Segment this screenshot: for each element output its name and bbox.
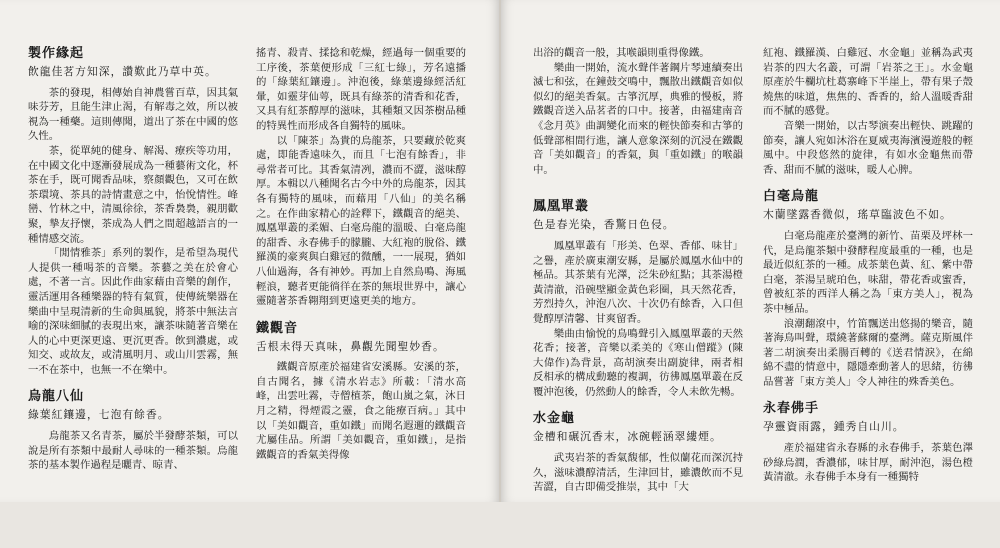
column-3 <box>533 46 743 548</box>
paragraph: 「閒情雅茶」系列的製作，是希望為現代人提供一種喝茶的音樂。茶藝之美在於會心處，不著一言。因此作曲家藉由音樂的創作，靈活運用各種樂器的特有氣質，使傳統樂器在樂曲中呈現清新的生命與風貌，將茶中無法言喻的深味細膩的表現出來，讓茶味隨著音樂在人的心中更深更遠、更沉更香。飲到濃處，或知交、或故友，或清風明月、或山川雲霧，無一不在茶中，也無一不在樂中。 <box>28 247 238 376</box>
section-subtitle: 孕靈資雨露，鍾秀自山川。 <box>763 420 905 434</box>
paragraph: 出浴的觀音一般，其喉韻則重得像鐵。 <box>533 47 710 59</box>
section-title: 鐵觀音 <box>256 320 299 336</box>
section-title: 鳳凰單叢 <box>533 199 590 215</box>
paragraph: 茶的發現，相傳始自神農嘗百草，因其氣味芬芳，且能生津止渴，有解毒之效，所以被視為一種藥。這則傳聞，道出了茶在中國的悠久性。 <box>28 86 238 143</box>
paragraph: 樂曲由愉悅的鳥鳴聲引入鳳凰單叢的天然花香；接著，音樂以柔美的《寒山僧蹤》(陳大偉作)為背景，高胡演奏出副旋律，兩者相反相承的構成動聽的複調，彷彿鳳凰單叢在反覆沖泡後，仍然動人的餘香，令人未飲先暢。 <box>533 327 743 398</box>
column-1 <box>28 46 238 548</box>
section-title: 烏龍八仙 <box>28 389 85 405</box>
paragraph: 浪潮翻滾中，竹笛飄送出悠揚的樂音，隨著海鳥叫聲，環繞著蘇爾的臺灣。薩克斯風伴著二胡演奏出柔腸百轉的《送君情淚》，在綿綿不盡的情意中，隱隱牽動著人的思緒，彷彿品嘗著「東方美人」令人神往的殊香美色。 <box>763 317 973 388</box>
section-subtitle: 金槽和碾沉香末，冰碗輕涵翠縷煙。 <box>533 430 722 444</box>
paragraph: 武夷岩茶的香氣馥郁，性似蘭花而深沉持久，滋味濃醇清活，生津回甘，雖濃飲而不見苦澀，自古即備受推崇，其中「大 <box>533 452 743 494</box>
paragraph: 白毫烏龍產於臺灣的新竹、苗栗及坪林一代，是烏龍茶類中發酵程度最重的一種，也是最近似紅茶的一種。成茶葉色黃、紅、紫中帶白毫，茶湯呈琥珀色，味甜，帶花香或蜜香，曾被紅茶的西洋人稱之為「東方美人」，視為茶中極品。 <box>763 229 973 315</box>
paragraph: 鐵觀音原產於福建省安溪縣。安溪的茶，自古聞名，據《清水岩志》所載：「清水高峰，出雲吐霧，寺僧植茶，飽山嵐之氣，沐日月之精，得煙霞之靈，食之能療百病。」其中以「美如觀音，重如鐵」而聞名遐邇的鐵觀音尤屬佳品。所謂「美如觀音，重如鐵」，是指鐵觀音的香氣美得像 <box>256 361 466 461</box>
section-title: 永春佛手 <box>763 401 820 417</box>
section-subtitle: 舌根未得天真味，鼻觀先聞聖妙香。 <box>256 339 445 353</box>
section-subtitle: 綠葉紅鑲邊，七泡有餘香。 <box>28 408 170 422</box>
paragraph: 紅袍、鐵羅漢、白雞冠、水金龜」並稱為武夷岩茶的四大名叢，可謂「岩茶之王」。水金龜原產於牛欄坑杜葛寨峰下半崖上，帶有果子殼燒焦的味道，焦焦的、香香的，給人溫暖香甜而不膩的感覺。 <box>763 47 973 118</box>
section-subtitle: 飲龍佳茗方知深，讚歎此乃草中英。 <box>28 65 217 78</box>
paragraph: 產於福建省永春縣的永春佛手，茶葉色澤砂綠烏潤，香濃郁，味甘厚，耐沖泡，湯色橙黃清澈。永春佛手本身有一種獨特 <box>763 442 973 484</box>
paragraph: 以「陳茶」為貴的烏龍茶，只要藏於乾爽處，即能香遠味久，而且「七泡有餘香」，非尋常者可比。其香氣清冽，濃而不澀，滋味醇厚。本輯以八種聞名古今中外的烏龍茶，因其各有獨特的風味，而藉用「八仙」的美名稱之。在作曲家精心的詮釋下，鐵觀音的絕美、鳳凰單叢的柔媚、白毫烏龍的溫暖、白毫烏龍的甜香、永春佛手的朦朧、大紅袍的脫俗、鐵羅漢的豪爽與白雞冠的微醺，一一展現，猶如八仙過海，各有神妙。再加上自然鳥鳴、海風輕浪，聽者更能徜徉在茶的無垠世界中，讓心靈隨著茶香翱翔到更遠更美的地方。 <box>256 134 466 308</box>
section-subtitle: 色是春光染，香驚日色侵。 <box>533 218 675 232</box>
section-title: 水金龜 <box>533 411 576 427</box>
section-subtitle: 木蘭墜露香微似，瑤草臨波色不如。 <box>763 208 952 222</box>
paragraph: 樂曲一開始，流水聲伴著鋼片琴連續奏出滅七和弦，在鐘鼓交鳴中，飄散出鐵觀音如似似幻的絕美香氣。古箏沉厚，典雅的慢板，將鐵觀音送入品茗者的口中。接著，由福建南音《念月英》曲調變化而來的輕快節奏和古箏的低聲部相間行進，讓人意象深刻的沉浸在鐵觀音「美如觀音」的香氣，與「重如鐵」的喉韻中。 <box>533 61 743 176</box>
paragraph: 鳳凰單叢有「形美、色翠、香郁、味甘」之譽，產於廣東潮安縣，是屬於鳳凰水仙中的極品。其茶葉有光澤，泛朱砂紅點；其茶湯橙黃清澈，沿碗壁顯金黃色彩圈，具天然花香，芳烈持久，沖泡八次、十次仍有餘香，入口但覺醇厚清馨、甘爽留香。 <box>533 239 743 325</box>
paragraph: 搖青、殺青、揉捻和乾燥，經過每一個重要的工序後，茶葉便形成「三紅七綠」，芳名遠播的「綠葉紅鑲邊」。沖泡後，綠葉邊綠經活紅暈，如靈芽仙萼，既具有綠茶的清香和花香，又具有紅茶醇厚的滋味，其種類又因茶樹品種的特異性而形成各自獨特的風味。 <box>256 47 466 132</box>
paragraph: 茶，從單純的健身、解渴、療疾等功用，在中國文化中逐漸發展成為一種藝術文化，杯茶在手，既可聞香品味，察顏觀色，又可在飲茶環境、茶具的詩情畫意之中，怡悅情性。峰巒、竹林之中，清風徐徐，茶香裊裊，親朋歡聚，摯友抒懷，茶成為人們之間超越語言的一種情感交流。 <box>28 144 238 245</box>
paragraph: 音樂一開始，以古琴演奏出輕快、跳躍的節奏，讓人宛如沐浴在夏威夷海濱漫遊般的輕風中。中段悠然的旋律，有如水金龜焦而帶香、甜而不膩的滋味，暖人心脾。 <box>763 119 973 176</box>
paragraph: 烏龍茶又名青茶，屬於半發酵茶類，可以說是所有茶類中最耐人尋味的一種茶類。烏龍茶的基本製作過程是曬青、晾青、 <box>28 430 238 472</box>
column-2 <box>256 46 466 548</box>
section-title: 白毫烏龍 <box>763 189 820 205</box>
left-page <box>0 0 499 502</box>
column-4 <box>763 46 973 548</box>
right-page <box>501 0 1000 502</box>
section-title: 製作緣起 <box>28 46 85 61</box>
